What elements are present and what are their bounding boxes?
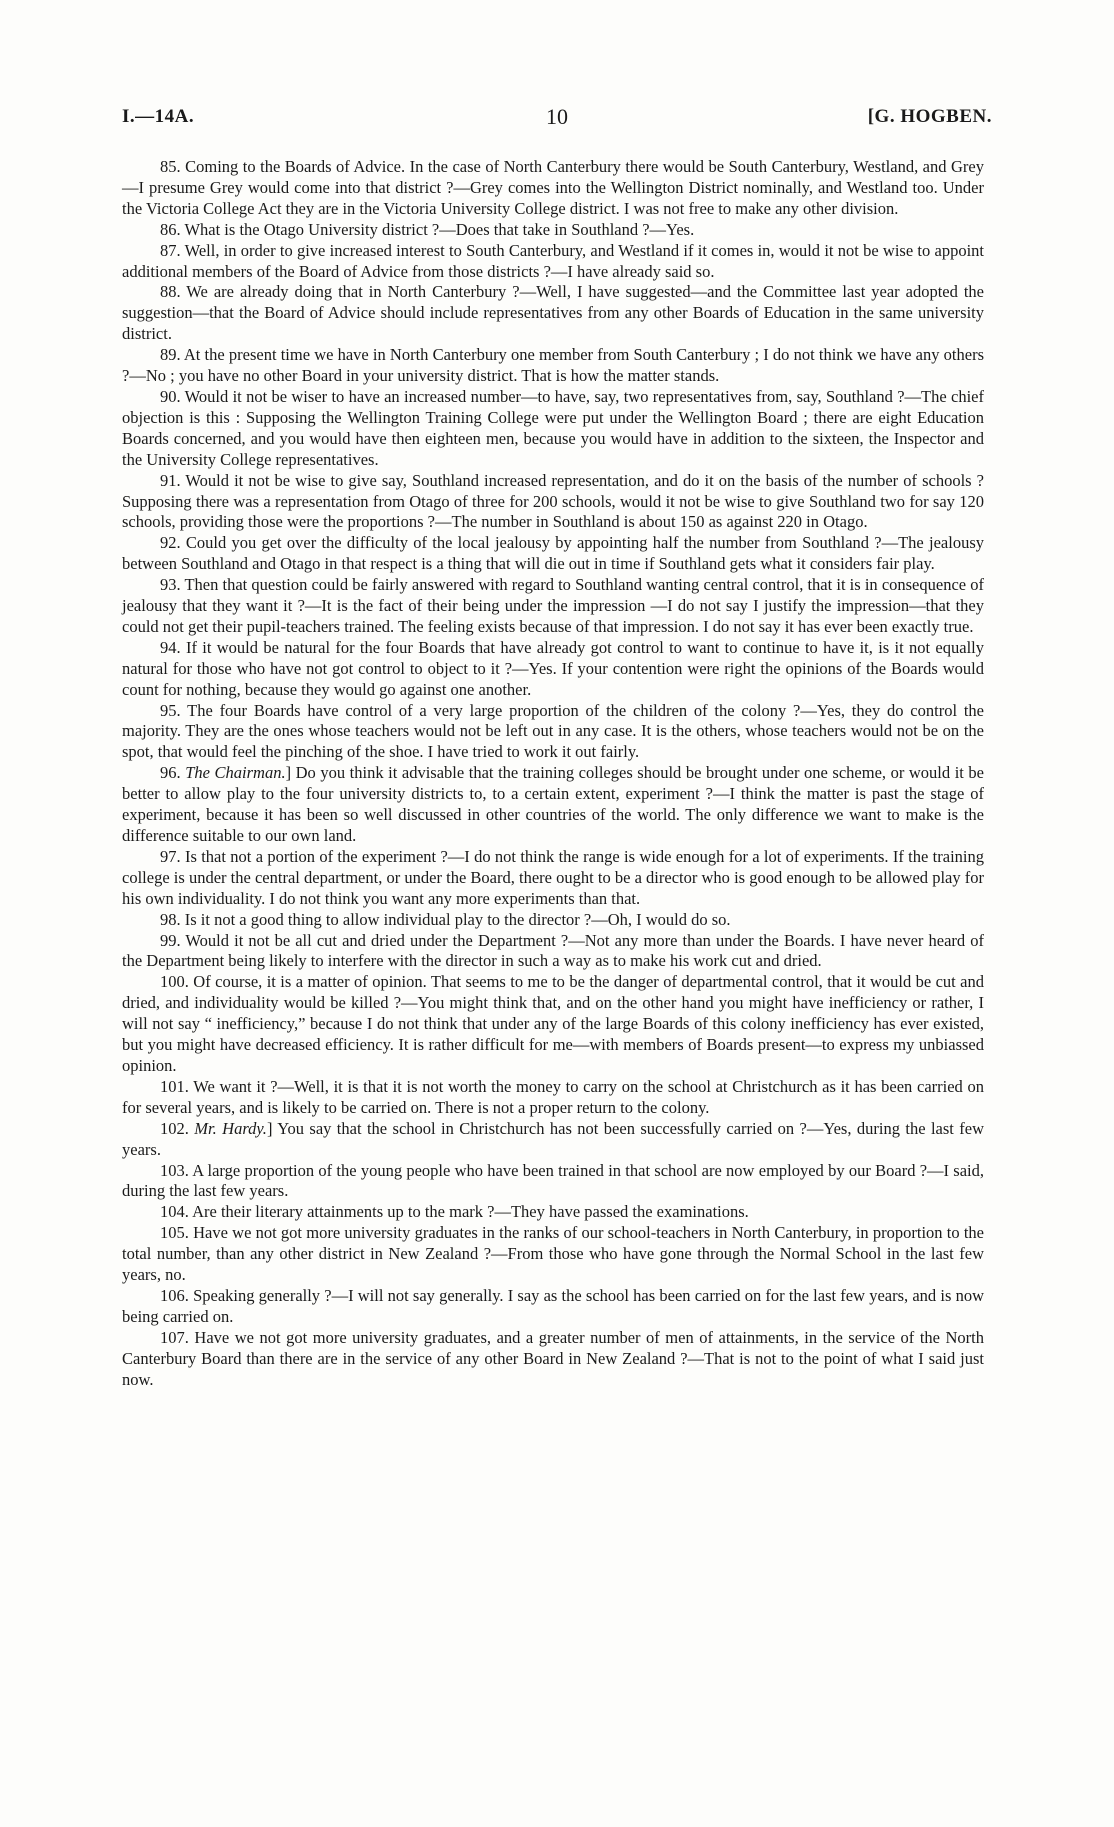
- paragraph-92: 92. Could you get over the difficulty of the local jealousy by appointing half the number from Southland ?—The jealousy between Southland and Otago in that respect is a thing that will die out in time if Southland gets what it considers fair play.: [122, 533, 984, 574]
- witness-name: [G. HOGBEN.: [867, 106, 992, 127]
- page-number: 10: [546, 104, 568, 129]
- paragraph-99: 99. Would it not be all cut and dried under the Department ?—Not any more than under the Boards. I have never heard of the Department being likely to interfere with the director in such a way as to make his work cut and dried.: [122, 930, 984, 971]
- paragraph-96: [122, 763, 984, 847]
- paragraph-101: 101. We want it ?—Well, it is that it is not worth the money to carry on the school at Christchurch as it has been carried on for several years, and is likely to be carried on. There is not a proper return to the colony.: [122, 1076, 984, 1117]
- page-body: [122, 157, 984, 1390]
- paragraph-103: 103. A large proportion of the young people who have been trained in that school are now employed by our Board ?—I said, during the last few years.: [122, 1160, 984, 1201]
- paragraph-text: ] You say that the school in Christchurch has not been successfully carried on ?—Yes, during the last few years.: [122, 1118, 984, 1159]
- paragraph-102: [122, 1119, 984, 1161]
- paragraph-90: 90. Would it not be wiser to have an increased number—to have, say, two representatives from, say, Southland ?—The chief objection is this : Supposing the Wellington Training College were put under the Wellington Board ; there are eight Education Boards concerned, and you would have then eighteen men, because you would have in addition to the sixteen, the Inspector and the University College representatives.: [122, 386, 984, 469]
- page-header: [122, 106, 992, 132]
- paragraph-95: 95. The four Boards have control of a very large proportion of the children of the colony ?—Yes, they do control the majority. They are the ones whose teachers would not be left out in any case. It is the others, whose teachers would not be on the spot, that would feel the pinching of the shoe. I have tried to work it out fairly.: [122, 700, 984, 762]
- question-number: 96.: [160, 763, 186, 783]
- paragraph-87: 87. Well, in order to give increased interest to South Canterbury, and Westland if it comes in, would it not be wise to appoint additional members of the Board of Advice from those districts ?—I have already said so.: [122, 240, 984, 281]
- paragraph-104: 104. Are their literary attainments up to the mark ?—They have passed the examinations.: [160, 1202, 749, 1222]
- paragraph-97: 97. Is that not a portion of the experiment ?—I do not think the range is wide enough for a lot of experiments. If the training college is under the central department, or under the Board, there ought to be a director who is good enough to be allowed play for his own individuality. I do not think you want any more experiments than that.: [122, 846, 984, 908]
- paragraph-91: 91. Would it not be wise to give say, Southland increased representation, and do it on the basis of the number of schools ? Supposing there was a representation from Otago of three for 200 schools, would it not be wise to give Southland two for say 120 schools, providing those were the proportions ?—The number in Southland is about 150 as against 220 in Otago.: [122, 470, 984, 532]
- speaker-name: The Chairman.: [185, 763, 286, 783]
- paragraph-106: 106. Speaking generally ?—I will not say generally. I say as the school has been carried on for the last few years, and is now being carried on.: [122, 1285, 984, 1326]
- paragraph-85: 85. Coming to the Boards of Advice. In the case of North Canterbury there would be South Canterbury, Westland, and Grey—I presume Grey would come into that district ?—Grey comes into the Wellington District nominally, and Westland too. Under the Victoria College Act they are in the Victoria University College district. I was not free to make any other division.: [122, 157, 984, 218]
- paragraph-88: 88. We are already doing that in North Canterbury ?—Well, I have suggested—and the Committee last year adopted the suggestion—that the Board of Advice should include representatives from any other Boards of Education in the same university district.: [122, 282, 984, 344]
- paragraph-94: 94. If it would be natural for the four Boards that have already got control to want to continue to have it, is it not equally natural for those who have not got control to object to it ?—Yes. If your contention were right the opinions of the Boards would count for nothing, because they would go against one another.: [122, 637, 984, 699]
- paragraph-93: 93. Then that question could be fairly answered with regard to Southland wanting central control, that it is in consequence of jealousy that they want it ?—It is the fact of their being under the impression —I do not say I justify the impression—that they could not get their pupil-teachers trained. The feeling exists because of that impression. I do not say it has ever been exactly true.: [122, 575, 984, 636]
- question-number: 102.: [160, 1118, 195, 1138]
- paragraph-text: ] Do you think it advisable that the training colleges should be brought under one scheme, or would it be better to allow play to the four university districts to, to a certain extent, experiment ?—I think the matter is past the stage of experiment, because it has been so well discussed in other countries of the world. The only difference we want to make is the difference suitable to our own land.: [122, 763, 985, 845]
- speaker-name: Mr. Hardy.: [194, 1118, 267, 1138]
- paragraph-100: 100. Of course, it is a matter of opinion. That seems to me to be the danger of departmental control, that it would be cut and dried, and individuality would be killed ?—You might think that, and on the other hand you might have inefficiency or rather, I will not say “ inefficiency,” because I do not think that under any of the large Boards of this colony inefficiency has ever existed, but you might have decreased efficiency. It is rather difficult for me—with members of Boards present—to express my unbiassed opinion.: [122, 972, 984, 1075]
- paragraph-105: 105. Have we not got more university graduates in the ranks of our school-teachers in North Canterbury, in proportion to the total number, than any other district in New Zealand ?—From those who have gone through the Normal School in the last few years, no.: [122, 1223, 984, 1285]
- paragraph-89: 89. At the present time we have in North Canterbury one member from South Canterbury ; I do not think we have any others ?—No ; you have no other Board in your university district. That is how the matter stands.: [122, 345, 984, 386]
- paragraph-98: 98. Is it not a good thing to allow individual play to the director ?—Oh, I would do so.: [160, 909, 731, 929]
- document-reference: I.—14A.: [122, 106, 195, 127]
- paragraph-86: 86. What is the Otago University district ?—Does that take in Southland ?—Yes.: [160, 219, 695, 239]
- paragraph-107: 107. Have we not got more university graduates, and a greater number of men of attainments, in the service of the North Canterbury Board than there are in the service of any other Board in New Zealand ?—That is not to the point of what I said just now.: [122, 1327, 984, 1389]
